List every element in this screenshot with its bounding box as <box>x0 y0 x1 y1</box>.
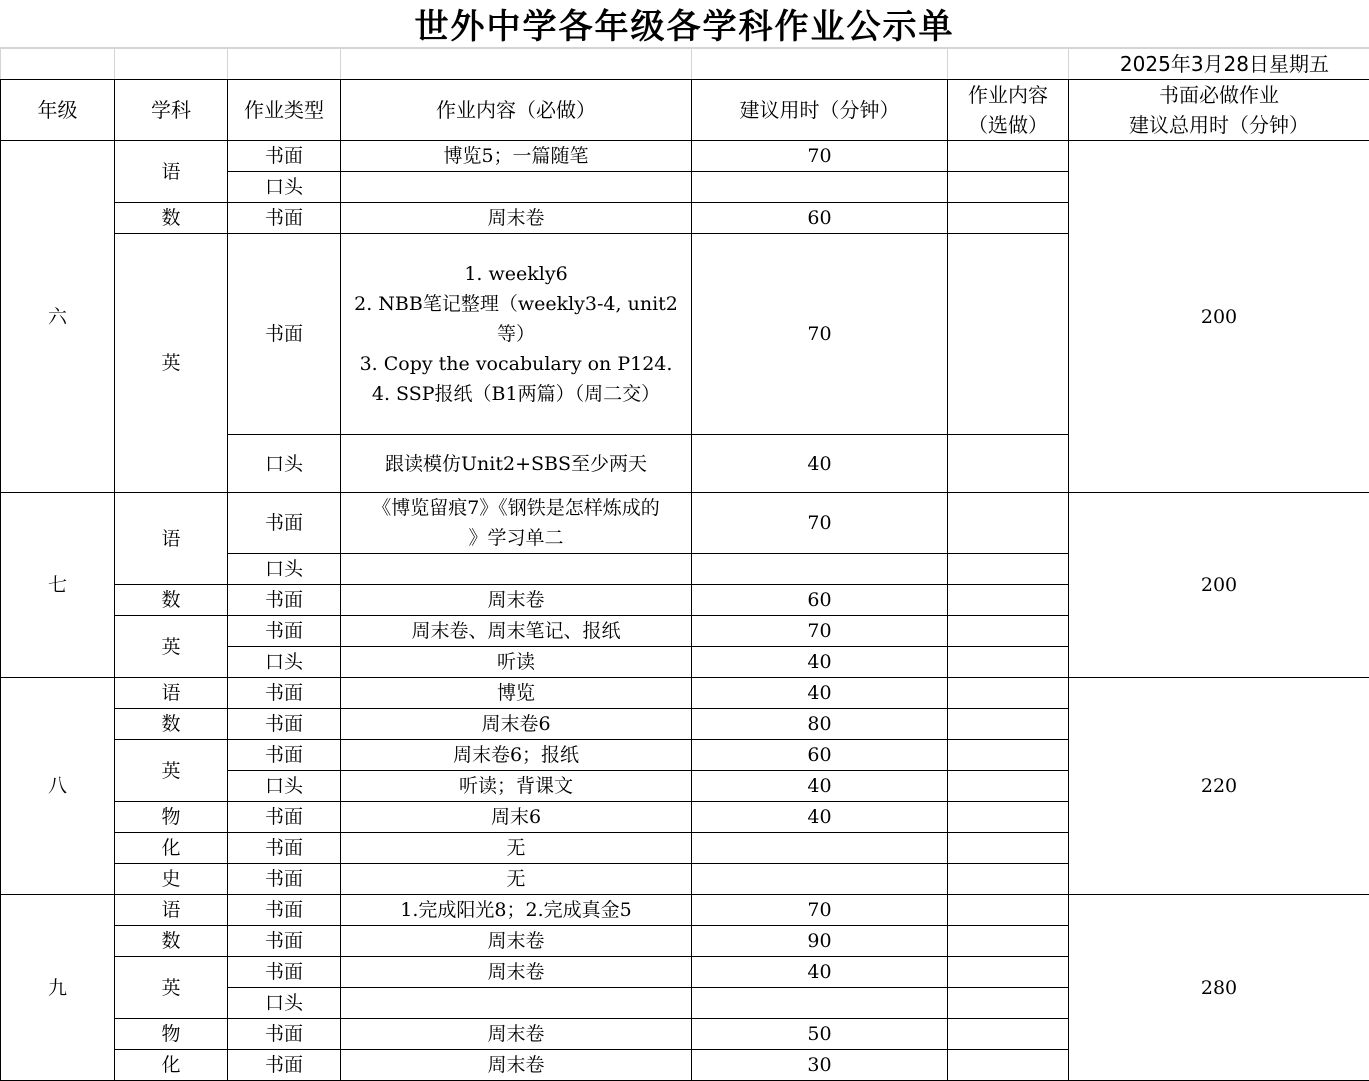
type-cell: 书面 <box>228 926 341 957</box>
optional-cell <box>948 1019 1069 1050</box>
content-cell: 周末卷 <box>341 585 692 616</box>
content-cell: 无 <box>341 864 692 895</box>
grade-cell: 七 <box>1 493 115 678</box>
content-line: 3. Copy the vocabulary on P124. <box>345 349 687 379</box>
subject-cell: 英 <box>115 740 228 802</box>
type-cell: 书面 <box>228 234 341 435</box>
header-content: 作业内容（必做） <box>341 80 692 141</box>
content-cell: 周末卷 <box>341 926 692 957</box>
subject-cell: 英 <box>115 957 228 1019</box>
type-cell: 口头 <box>228 172 341 203</box>
optional-cell <box>948 234 1069 435</box>
time-cell: 40 <box>692 802 948 833</box>
type-cell: 书面 <box>228 957 341 988</box>
type-cell: 书面 <box>228 1019 341 1050</box>
time-cell <box>692 172 948 203</box>
header-optional <box>948 80 1069 141</box>
grade-cell: 六 <box>1 141 115 493</box>
type-cell: 口头 <box>228 647 341 678</box>
time-cell: 60 <box>692 740 948 771</box>
optional-cell <box>948 802 1069 833</box>
time-cell: 40 <box>692 678 948 709</box>
optional-cell <box>948 554 1069 585</box>
optional-cell <box>948 172 1069 203</box>
type-cell: 书面 <box>228 141 341 172</box>
header-row <box>1 80 1369 141</box>
content-cell: 跟读模仿Unit2+SBS至少两天 <box>341 435 692 493</box>
content-cell <box>341 234 692 435</box>
content-cell <box>341 554 692 585</box>
subject-cell: 数 <box>115 585 228 616</box>
type-cell: 书面 <box>228 585 341 616</box>
content-cell: 1.完成阳光8；2.完成真金5 <box>341 895 692 926</box>
time-cell: 90 <box>692 926 948 957</box>
optional-cell <box>948 833 1069 864</box>
subject-cell: 语 <box>115 141 228 203</box>
time-cell <box>692 864 948 895</box>
type-cell: 书面 <box>228 895 341 926</box>
header-total-line1: 书面必做作业 <box>1073 80 1365 110</box>
time-cell: 40 <box>692 957 948 988</box>
content-cell: 周末卷 <box>341 203 692 234</box>
content-cell: 周末卷 <box>341 1019 692 1050</box>
content-cell <box>341 493 692 554</box>
subject-cell: 英 <box>115 616 228 678</box>
subject-cell: 数 <box>115 926 228 957</box>
optional-cell <box>948 678 1069 709</box>
content-line: 《博览留痕7》《钢铁是怎样炼成的 <box>345 493 687 523</box>
subject-cell: 语 <box>115 895 228 926</box>
header-subject: 学科 <box>115 80 228 141</box>
optional-cell <box>948 141 1069 172</box>
content-line: 2. NBB笔记整理（weekly3-4, unit2 <box>345 289 687 319</box>
total-cell: 200 <box>1069 493 1369 678</box>
subject-cell: 数 <box>115 203 228 234</box>
type-cell: 书面 <box>228 493 341 554</box>
content-cell: 无 <box>341 833 692 864</box>
table-row <box>1 493 1369 554</box>
table-row <box>1 141 1369 172</box>
subject-cell: 化 <box>115 833 228 864</box>
content-cell <box>341 988 692 1019</box>
time-cell: 60 <box>692 585 948 616</box>
header-type: 作业类型 <box>228 80 341 141</box>
subject-cell: 语 <box>115 493 228 585</box>
type-cell: 书面 <box>228 1050 341 1081</box>
time-cell: 40 <box>692 647 948 678</box>
type-cell: 书面 <box>228 616 341 647</box>
time-cell: 70 <box>692 141 948 172</box>
subject-cell: 英 <box>115 234 228 493</box>
content-cell: 听读 <box>341 647 692 678</box>
optional-cell <box>948 585 1069 616</box>
subject-cell: 语 <box>115 678 228 709</box>
content-line: 4. SSP报纸（B1两篇）（周二交） <box>345 379 687 409</box>
time-cell <box>692 833 948 864</box>
grade-cell: 八 <box>1 678 115 895</box>
time-cell: 70 <box>692 493 948 554</box>
total-cell: 280 <box>1069 895 1369 1081</box>
type-cell: 书面 <box>228 203 341 234</box>
content-cell: 周末卷6；报纸 <box>341 740 692 771</box>
header-grade: 年级 <box>1 80 115 141</box>
optional-cell <box>948 1050 1069 1081</box>
optional-cell <box>948 647 1069 678</box>
type-cell: 口头 <box>228 435 341 493</box>
type-cell: 书面 <box>228 678 341 709</box>
table-row <box>1 895 1369 926</box>
optional-cell <box>948 957 1069 988</box>
time-cell: 40 <box>692 435 948 493</box>
time-cell: 70 <box>692 616 948 647</box>
optional-cell <box>948 493 1069 554</box>
time-cell: 50 <box>692 1019 948 1050</box>
grade-cell: 九 <box>1 895 115 1081</box>
subject-cell: 物 <box>115 1019 228 1050</box>
header-optional-line2: （选做） <box>952 110 1064 140</box>
optional-cell <box>948 895 1069 926</box>
content-cell: 听读；背课文 <box>341 771 692 802</box>
type-cell: 口头 <box>228 988 341 1019</box>
content-cell: 博览 <box>341 678 692 709</box>
header-optional-line1: 作业内容 <box>952 80 1064 110</box>
header-total-line2: 建议总用时（分钟） <box>1073 110 1365 140</box>
type-cell: 书面 <box>228 709 341 740</box>
subject-cell: 数 <box>115 709 228 740</box>
content-cell: 周末卷、周末笔记、报纸 <box>341 616 692 647</box>
optional-cell <box>948 926 1069 957</box>
content-line: 》学习单二 <box>345 523 687 553</box>
time-cell <box>692 554 948 585</box>
type-cell: 书面 <box>228 833 341 864</box>
content-cell: 周末卷 <box>341 1050 692 1081</box>
table-row <box>1 678 1369 709</box>
subject-cell: 物 <box>115 802 228 833</box>
optional-cell <box>948 988 1069 1019</box>
time-cell: 80 <box>692 709 948 740</box>
subject-cell: 化 <box>115 1050 228 1081</box>
time-cell: 70 <box>692 234 948 435</box>
time-cell: 40 <box>692 771 948 802</box>
total-cell: 200 <box>1069 141 1369 493</box>
content-line: 1. weekly6 <box>345 259 687 289</box>
header-total <box>1069 80 1369 141</box>
date-label: 2025年3月28日星期五 <box>1069 49 1369 80</box>
time-cell: 30 <box>692 1050 948 1081</box>
content-cell: 周末卷 <box>341 957 692 988</box>
optional-cell <box>948 203 1069 234</box>
total-cell: 220 <box>1069 678 1369 895</box>
time-cell: 70 <box>692 895 948 926</box>
type-cell: 书面 <box>228 864 341 895</box>
optional-cell <box>948 709 1069 740</box>
type-cell: 口头 <box>228 771 341 802</box>
content-cell <box>341 172 692 203</box>
optional-cell <box>948 616 1069 647</box>
content-cell: 周末6 <box>341 802 692 833</box>
homework-table <box>0 48 1369 1081</box>
time-cell <box>692 988 948 1019</box>
type-cell: 书面 <box>228 802 341 833</box>
optional-cell <box>948 864 1069 895</box>
optional-cell <box>948 435 1069 493</box>
type-cell: 书面 <box>228 740 341 771</box>
type-cell: 口头 <box>228 554 341 585</box>
content-line: 等） <box>345 319 687 349</box>
content-cell: 周末卷6 <box>341 709 692 740</box>
optional-cell <box>948 771 1069 802</box>
content-cell: 博览5；一篇随笔 <box>341 141 692 172</box>
subject-cell: 史 <box>115 864 228 895</box>
time-cell: 60 <box>692 203 948 234</box>
optional-cell <box>948 740 1069 771</box>
page-title: 世外中学各年级各学科作业公示单 <box>0 0 1369 48</box>
date-row <box>1 49 1369 80</box>
header-time: 建议用时（分钟） <box>692 80 948 141</box>
